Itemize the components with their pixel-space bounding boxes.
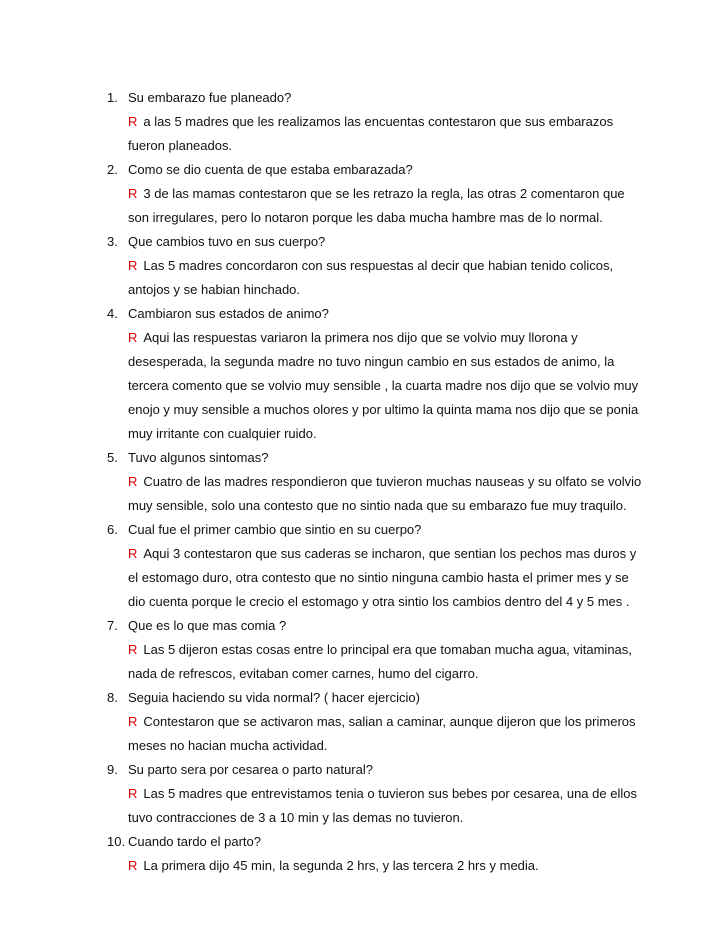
answer-text: 3 de las mamas contestaron que se les retrazo la regla, las otras 2 comentaron que son irregulares, pero lo notaron porque les daba mucha hambre mas de lo normal. bbox=[128, 186, 625, 225]
answer-marker: R bbox=[128, 474, 138, 489]
question-number: 7. bbox=[107, 618, 118, 633]
answer-marker: R bbox=[128, 546, 138, 561]
answer bbox=[128, 542, 647, 614]
answer-marker: R bbox=[128, 642, 138, 657]
question bbox=[107, 686, 647, 710]
question-text: Su embarazo fue planeado? bbox=[128, 90, 292, 105]
answer bbox=[128, 710, 647, 758]
answer-text: Las 5 madres que entrevistamos tenia o tuvieron sus bebes por cesarea, una de ellos tuvo contracciones de 3 a 10 min y las demas no tuvieron. bbox=[128, 786, 637, 825]
answer-text: Cuatro de las madres respondieron que tuvieron muchas nauseas y su olfato se volvio muy sensible, solo una contesto que no sintio nada que su embarazo fue muy traquilo. bbox=[128, 474, 642, 513]
question-number: 4. bbox=[107, 306, 118, 321]
question-number: 2. bbox=[107, 162, 118, 177]
question-number: 1. bbox=[107, 90, 118, 105]
question-number: 8. bbox=[107, 690, 118, 705]
question-number: 3. bbox=[107, 234, 118, 249]
question bbox=[107, 302, 647, 326]
question-text: Cual fue el primer cambio que sintio en su cuerpo? bbox=[128, 522, 422, 537]
question-text: Cambiaron sus estados de animo? bbox=[128, 306, 329, 321]
answer-text: Aqui las respuestas variaron la primera nos dijo que se volvio muy llorona y desesperada, la segunda madre no tuvo ningun cambio en sus estados de animo, la tercera comento que se volvio muy sensible , la cuarta madre nos dijo que se volvio muy enojo y muy sensible a muchos olores y por ultimo la quinta mama nos dijo que se ponia muy irritante con cualquier ruido. bbox=[128, 330, 639, 441]
answer-text: Aqui 3 contestaron que sus caderas se incharon, que sentian los pechos mas duros y el estomago duro, otra contesto que no sintio ninguna cambio hasta el primer mes y se dio cuenta porque le crecio el estomago y otra sintio los cambios dentro del 4 y 5 mes . bbox=[128, 546, 637, 609]
answer-text: La primera dijo 45 min, la segunda 2 hrs, y las tercera 2 hrs y media. bbox=[143, 858, 539, 873]
question-list bbox=[107, 86, 647, 878]
qa-item-6 bbox=[107, 518, 647, 614]
question bbox=[107, 230, 647, 254]
question-text: Que cambios tuvo en sus cuerpo? bbox=[128, 234, 326, 249]
qa-item-4 bbox=[107, 302, 647, 446]
answer-marker: R bbox=[128, 858, 138, 873]
question bbox=[107, 158, 647, 182]
answer-text: Las 5 dijeron estas cosas entre lo principal era que tomaban mucha agua, vitaminas, nada de refrescos, evitaban comer carnes, humo del cigarro. bbox=[128, 642, 632, 681]
qa-item-8 bbox=[107, 686, 647, 758]
answer bbox=[128, 782, 647, 830]
answer-text: Las 5 madres concordaron con sus respuestas al decir que habian tenido colicos, antojos y se habian hinchado. bbox=[128, 258, 614, 297]
question-number: 10. bbox=[107, 834, 126, 849]
qa-item-1 bbox=[107, 86, 647, 158]
qa-item-2 bbox=[107, 158, 647, 230]
question-text: Como se dio cuenta de que estaba embarazada? bbox=[128, 162, 413, 177]
answer bbox=[128, 326, 647, 446]
qa-item-7 bbox=[107, 614, 647, 686]
question-text: Que es lo que mas comia ? bbox=[128, 618, 287, 633]
qa-item-10 bbox=[107, 830, 647, 878]
answer-text: a las 5 madres que les realizamos las encuentas contestaron que sus embarazos fueron planeados. bbox=[128, 114, 614, 153]
question bbox=[107, 518, 647, 542]
answer-marker: R bbox=[128, 186, 138, 201]
answer-marker: R bbox=[128, 714, 138, 729]
answer-marker: R bbox=[128, 258, 138, 273]
question bbox=[107, 446, 647, 470]
answer bbox=[128, 182, 647, 230]
question bbox=[107, 830, 647, 854]
answer bbox=[128, 854, 647, 878]
answer bbox=[128, 254, 647, 302]
qa-item-5 bbox=[107, 446, 647, 518]
answer-marker: R bbox=[128, 786, 138, 801]
answer bbox=[128, 470, 647, 518]
question bbox=[107, 86, 647, 110]
question-text: Su parto sera por cesarea o parto natural? bbox=[128, 762, 373, 777]
question bbox=[107, 758, 647, 782]
question-number: 9. bbox=[107, 762, 118, 777]
answer-text: Contestaron que se activaron mas, salian a caminar, aunque dijeron que los primeros meses no hacian mucha actividad. bbox=[128, 714, 636, 753]
question-text: Tuvo algunos sintomas? bbox=[128, 450, 269, 465]
question-text: Seguia haciendo su vida normal? ( hacer ejercicio) bbox=[128, 690, 420, 705]
answer bbox=[128, 638, 647, 686]
qa-item-3 bbox=[107, 230, 647, 302]
question-number: 6. bbox=[107, 522, 118, 537]
answer bbox=[128, 110, 647, 158]
question-text: Cuando tardo el parto? bbox=[128, 834, 261, 849]
answer-marker: R bbox=[128, 114, 138, 129]
answer-marker: R bbox=[128, 330, 138, 345]
qa-item-9 bbox=[107, 758, 647, 830]
question-number: 5. bbox=[107, 450, 118, 465]
question bbox=[107, 614, 647, 638]
